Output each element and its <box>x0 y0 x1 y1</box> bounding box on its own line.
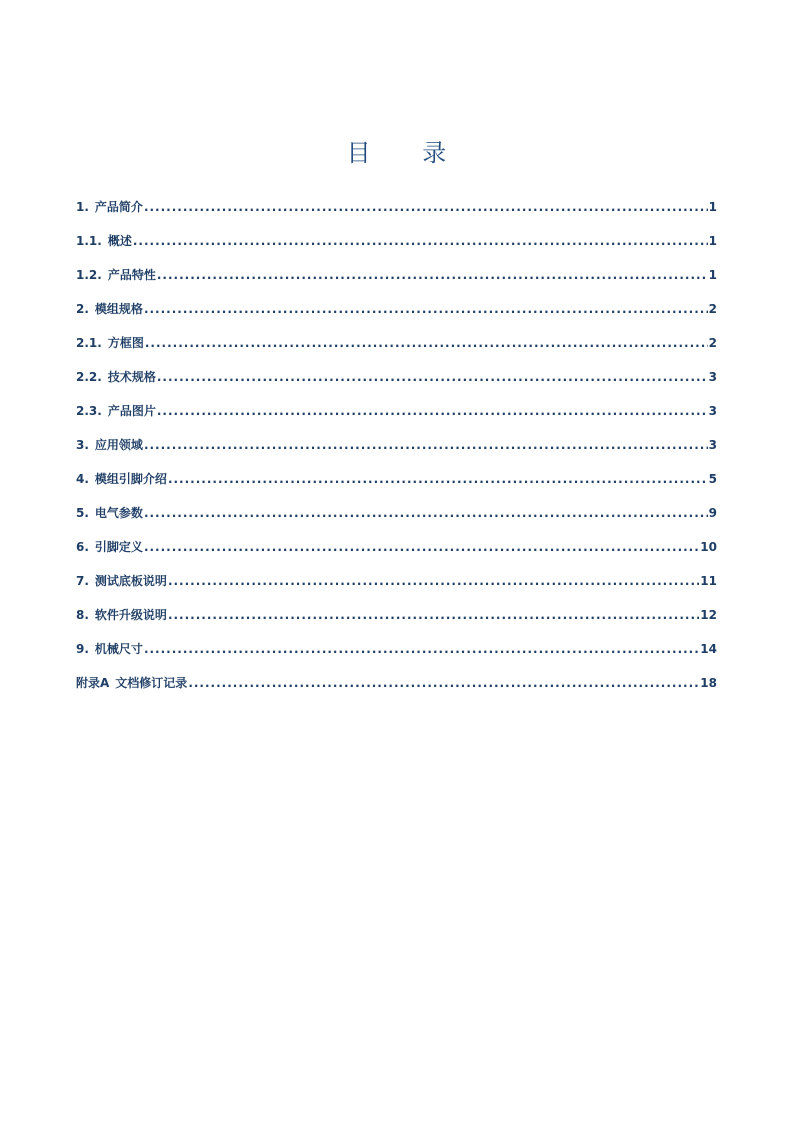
dot-leader <box>144 536 699 558</box>
toc-number: 4. <box>76 472 89 486</box>
toc-entry-3[interactable] <box>76 422 717 456</box>
toc-entry-1-2[interactable] <box>76 252 717 286</box>
toc-page-number: 12 <box>700 608 717 622</box>
toc-label: 测试底板说明 <box>94 574 167 588</box>
toc-label: 模组引脚介绍 <box>94 472 167 486</box>
dot-leader <box>168 468 708 490</box>
dot-leader <box>144 434 708 456</box>
dot-leader <box>145 332 708 354</box>
toc-number: 9. <box>76 642 89 656</box>
page-title: 目 录 <box>346 139 469 167</box>
toc-entry-1[interactable] <box>76 184 717 218</box>
toc-label: 概述 <box>107 234 132 248</box>
toc-page-number: 11 <box>700 574 717 588</box>
dot-leader <box>157 366 708 388</box>
toc-label: 模组规格 <box>94 302 143 316</box>
toc-label: 技术规格 <box>107 370 156 384</box>
toc-number: 6. <box>76 540 89 554</box>
toc-page-number: 18 <box>700 676 717 690</box>
toc-page-number: 1 <box>708 234 717 248</box>
dot-leader <box>168 604 699 626</box>
toc-label: 电气参数 <box>94 506 143 520</box>
toc-page-number: 1 <box>708 268 717 282</box>
toc-label: 方框图 <box>107 336 144 350</box>
dot-leader <box>157 400 708 422</box>
dot-leader <box>144 196 708 218</box>
toc-page-number: 10 <box>700 540 717 554</box>
toc-number: 5. <box>76 506 89 520</box>
toc-page-number: 5 <box>708 472 717 486</box>
toc-entry-2[interactable] <box>76 286 717 320</box>
table-of-contents <box>76 184 717 694</box>
toc-entry-6[interactable] <box>76 524 717 558</box>
toc-label: 机械尺寸 <box>94 642 143 656</box>
toc-number: 8. <box>76 608 89 622</box>
dot-leader <box>168 570 699 592</box>
toc-number: 7. <box>76 574 89 588</box>
toc-entry-2-1[interactable] <box>76 320 717 354</box>
toc-label: 产品特性 <box>107 268 156 282</box>
toc-number: 1. <box>76 200 89 214</box>
toc-entry-2-2[interactable] <box>76 354 717 388</box>
toc-label: 应用领域 <box>94 438 143 452</box>
dot-leader <box>144 638 699 660</box>
toc-entry-4[interactable] <box>76 456 717 490</box>
toc-number: 1.1. <box>76 234 102 248</box>
dot-leader <box>157 264 708 286</box>
toc-page-number: 2 <box>708 336 717 350</box>
toc-number: 1.2. <box>76 268 102 282</box>
toc-page-number: 2 <box>708 302 717 316</box>
toc-label: 产品简介 <box>94 200 143 214</box>
toc-entry-5[interactable] <box>76 490 717 524</box>
toc-label: 软件升级说明 <box>94 608 167 622</box>
dot-leader <box>133 230 708 252</box>
toc-entry-appendix-a[interactable] <box>76 660 717 694</box>
toc-entry-1-1[interactable] <box>76 218 717 252</box>
toc-entry-8[interactable] <box>76 592 717 626</box>
dot-leader <box>144 298 708 320</box>
toc-entry-7[interactable] <box>76 558 717 592</box>
toc-page-number: 3 <box>708 404 717 418</box>
toc-number: 2.3. <box>76 404 102 418</box>
dot-leader <box>188 672 699 694</box>
toc-label: 产品图片 <box>107 404 156 418</box>
dot-leader <box>144 502 708 524</box>
toc-page-number: 9 <box>708 506 717 520</box>
toc-label: 引脚定义 <box>94 540 143 554</box>
toc-number: 2.1. <box>76 336 102 350</box>
toc-entry-9[interactable] <box>76 626 717 660</box>
toc-page-number: 3 <box>708 438 717 452</box>
toc-number: 附录A <box>76 676 110 690</box>
toc-page-number: 1 <box>708 200 717 214</box>
toc-page-number: 3 <box>708 370 717 384</box>
toc-label: 文档修订记录 <box>115 676 188 690</box>
toc-entry-2-3[interactable] <box>76 388 717 422</box>
toc-number: 3. <box>76 438 89 452</box>
toc-number: 2. <box>76 302 89 316</box>
toc-page-number: 14 <box>700 642 717 656</box>
toc-number: 2.2. <box>76 370 102 384</box>
